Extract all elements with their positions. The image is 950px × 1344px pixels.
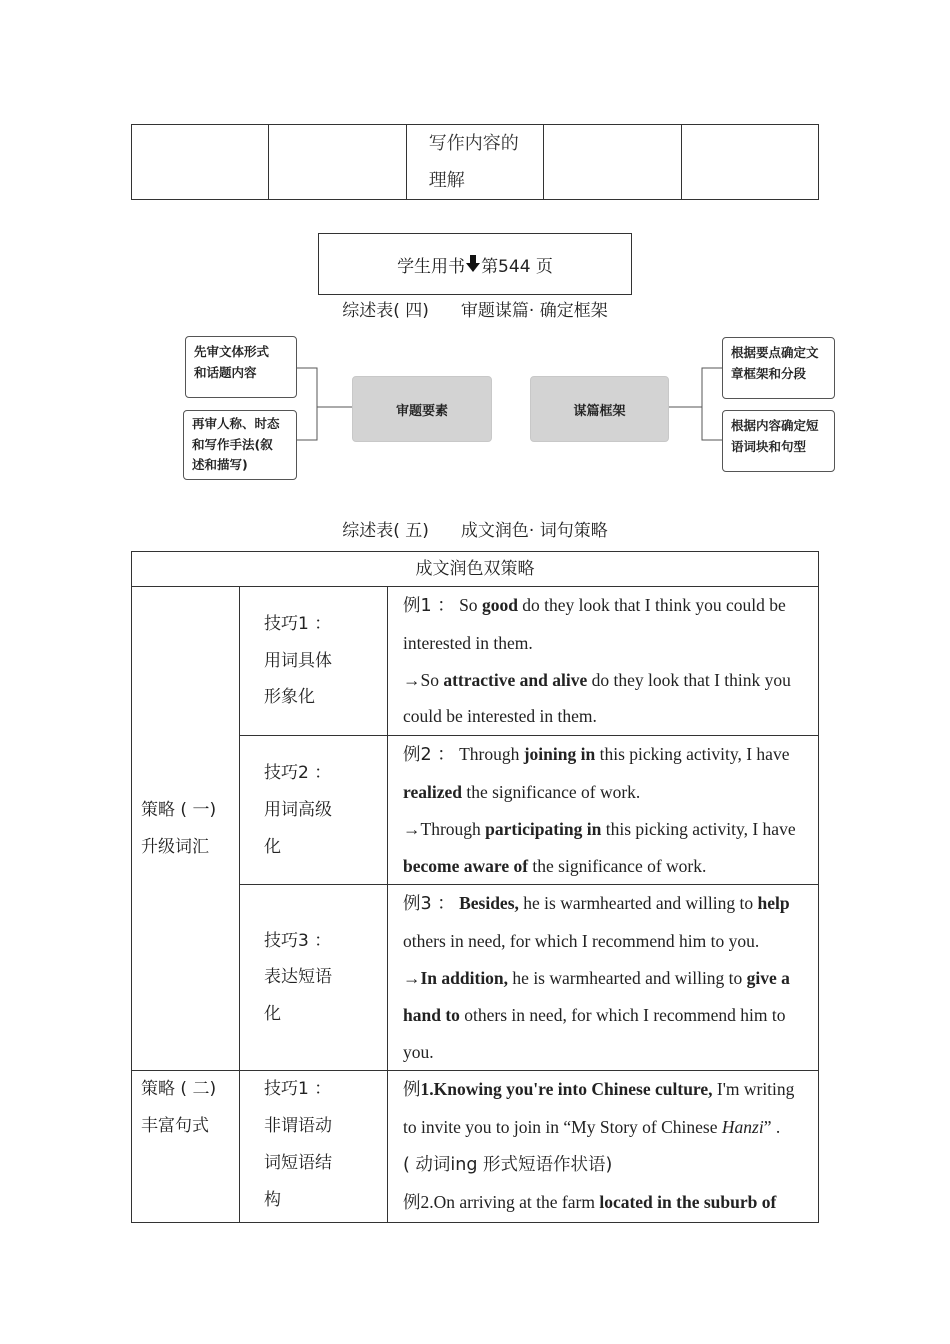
diagram-node-analysis-elements: 审题要素 (352, 376, 492, 442)
example-1-cell: 例1 ： So good do they look that I think you could be interested in them. →So attractive and alive do they look that I think you could be interested in them. (388, 587, 819, 736)
diagram-box-paragraphing: 根据要点确定文 章框架和分段 (722, 337, 835, 399)
tip-2-cell: 技巧2 ： 用词高级化 (240, 736, 388, 885)
diagram-node-framework: 谋篇框架 (530, 376, 669, 442)
table-header: 成文润色双策略 (132, 552, 819, 587)
diagram-box-phrases: 根据内容确定短 语词块和句型 (722, 410, 835, 472)
tip-4-cell: 技巧1 ： 非谓语动词短语结构 (240, 1071, 388, 1222)
tip-3-cell: 技巧3 ： 表达短语化 (240, 885, 388, 1071)
strategy-1-cell: 策略 ( 一) 升级词汇 (132, 587, 240, 1071)
tip-1-cell: 技巧1 ： 用词具体形象化 (240, 587, 388, 736)
top-cell-3: 写作内容的 理解 (406, 125, 544, 200)
diagram-box-person-tense: 再审人称、时态 和写作手法(叙 述和描写) (183, 410, 297, 480)
strategy-table (131, 551, 819, 1223)
diagram-box-genre-topic: 先审文体形式 和话题内容 (185, 336, 297, 398)
strategy-2-cell: 策略 ( 二) 丰富句式 (132, 1071, 240, 1222)
textbook-reference: 学生用书 第544 页 (318, 233, 632, 295)
example-2-cell: 例2 ： Through joining in this picking activity, I have realized the significance of work. →Through participating in this picking activity, I have become aware of the significance of work. (388, 736, 819, 885)
example-3-cell: 例3 ： Besides, he is warmhearted and willing to help others in need, for which I recommend him to you. →In addition, he is warmhearted and willing to give a hand to others in need, for which I recommend him to you. (388, 885, 819, 1071)
table-caption-5: 综述表( 五) 成文润色· 词句策略 (342, 521, 608, 541)
table-caption-4: 综述表( 四) 审题谋篇· 确定框架 (342, 301, 608, 321)
example-4-cell: 例1.Knowing you're into Chinese culture, I'm writing to invite you to join in “My Story of Chinese Hanzi” . ( 动词ing 形式短语作状语) 例2.On arriving at the farm located in the suburb of (388, 1071, 819, 1222)
